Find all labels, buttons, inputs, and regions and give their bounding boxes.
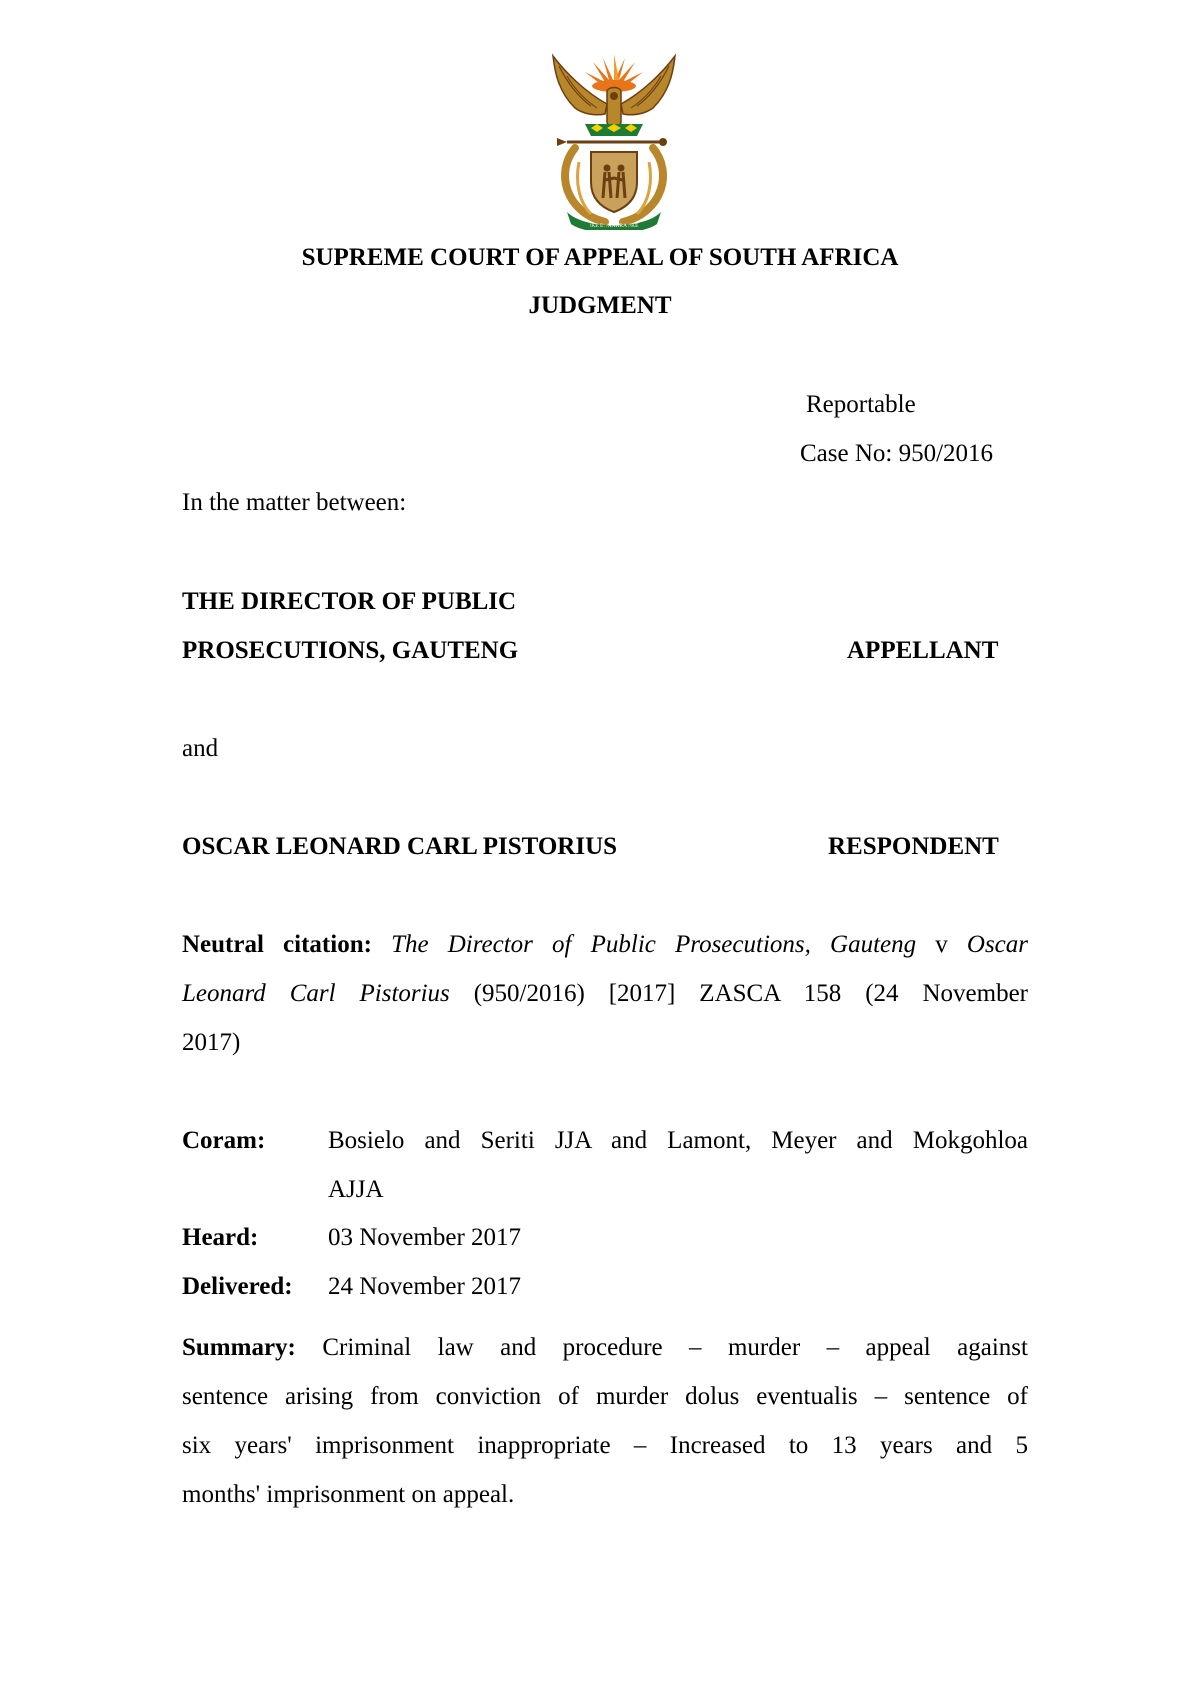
- reportable-label: Reportable: [806, 391, 916, 418]
- summary-line4: months' imprisonment on appeal.: [182, 1481, 515, 1508]
- appellant-name-line1: THE DIRECTOR OF PUBLIC: [182, 588, 517, 615]
- respondent-role: RESPONDENT: [828, 833, 999, 860]
- motto-text: !KE E: /XARRA //KE: [589, 223, 639, 229]
- citation-line1: [182, 931, 1028, 959]
- citation-line2: [182, 980, 1028, 1008]
- sun-icon: [585, 54, 643, 92]
- delivered-date: 24 November 2017: [328, 1273, 522, 1300]
- heard-label: Heard:: [182, 1224, 259, 1251]
- citation-versus: v: [916, 931, 967, 958]
- citation-label: Neutral citation:: [182, 931, 372, 958]
- summary-label: Summary:: [182, 1334, 296, 1361]
- conjunction-and: and: [182, 735, 219, 762]
- heard-date: 03 November 2017: [328, 1224, 522, 1251]
- document-type-title: JUDGMENT: [528, 292, 672, 319]
- appellant-role: APPELLANT: [847, 637, 999, 664]
- shield-icon: [591, 152, 637, 212]
- citation-title-part1: The Director of Public Prosecutions, Gauteng: [391, 931, 917, 958]
- case-number: Case No: 950/2016: [800, 440, 994, 467]
- court-title: SUPREME COURT OF APPEAL OF SOUTH AFRICA: [301, 244, 899, 271]
- delivered-label: Delivered:: [182, 1273, 293, 1300]
- summary-line3: six years' imprisonment inappropriate – Increased to 13 years and 5: [182, 1432, 1028, 1459]
- summary-line2: sentence arising from conviction of murder dolus eventualis – sentence of: [182, 1383, 1028, 1410]
- citation-rest-line3: 2017): [182, 1029, 241, 1056]
- citation-title-part2: Oscar: [966, 931, 1028, 958]
- coram-line1: Bosielo and Seriti JJA and Lamont, Meyer and Mokgohloa: [328, 1127, 1028, 1154]
- coram-line2: AJJA: [328, 1176, 384, 1203]
- citation-rest-line2: (950/2016) [2017] ZASCA 158 (24 November: [449, 980, 1028, 1007]
- summary-line1: [182, 1334, 1028, 1362]
- citation-title-part3: Leonard Carl Pistorius: [182, 980, 450, 1007]
- appellant-name-line2: PROSECUTIONS, GAUTENG: [182, 637, 519, 664]
- coat-of-arms-emblem: [545, 52, 683, 230]
- respondent-name: OSCAR LEONARD CARL PISTORIUS: [182, 833, 618, 860]
- coram-label: Coram:: [182, 1127, 266, 1154]
- matter-intro: In the matter between:: [182, 489, 407, 516]
- summary-text-line1: Criminal law and procedure – murder – appeal against: [295, 1334, 1028, 1361]
